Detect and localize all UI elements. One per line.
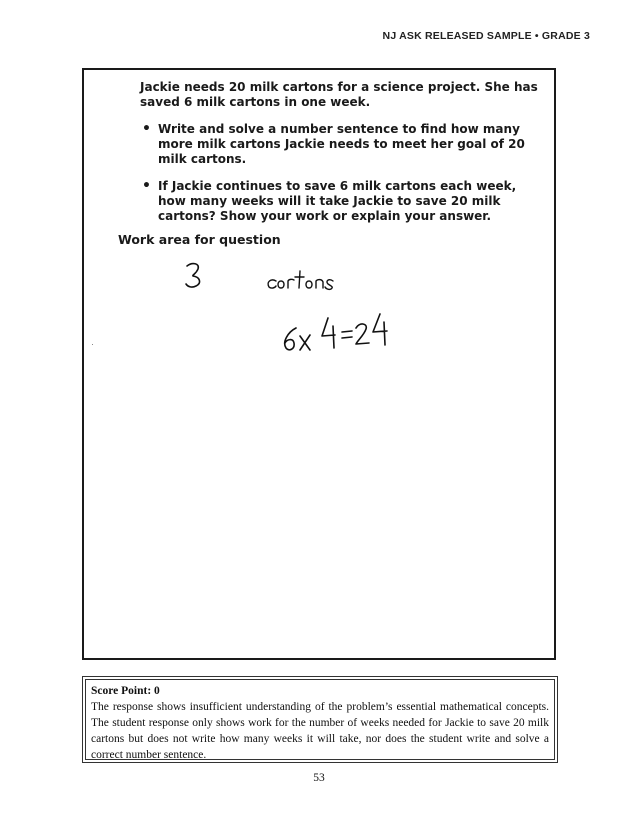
handwritten-digit-3	[186, 264, 200, 287]
handwritten-equation	[285, 314, 387, 350]
page-header: NJ ASK RELEASED SAMPLE • GRADE 3	[382, 30, 590, 42]
handwritten-word-cartons	[268, 271, 333, 289]
score-commentary	[85, 679, 555, 760]
score-box	[82, 676, 558, 763]
bullet-marker: •	[142, 178, 151, 194]
bullet-marker: •	[142, 121, 151, 137]
work-area-label: Work area for question	[118, 232, 281, 247]
student-response-box	[82, 68, 556, 660]
score-explanation: The response shows insufficient understanding of the problem’s essential mathematical concepts. The student response only shows work for the number of weeks needed for Jackie to save 20 milk cartons but does not write how many weeks it will take, nor does the student write and solve a correct number sentence.	[91, 701, 549, 761]
score-title: Score Point: 0	[91, 685, 160, 697]
question-intro: Jackie needs 20 milk cartons for a science project. She has saved 6 milk cartons in one week.	[140, 80, 538, 109]
handwritten-work	[84, 70, 554, 658]
bullet-text: If Jackie continues to save 6 milk cartons each week, how many weeks will it take Jackie to save 20 milk cartons? Show your work or explain your answer.	[158, 179, 517, 223]
scan-speck	[92, 344, 93, 345]
bullet-text: Write and solve a number sentence to find how many more milk cartons Jackie needs to meet her goal of 20 milk cartons.	[158, 122, 525, 166]
page-number: 53	[313, 772, 325, 784]
